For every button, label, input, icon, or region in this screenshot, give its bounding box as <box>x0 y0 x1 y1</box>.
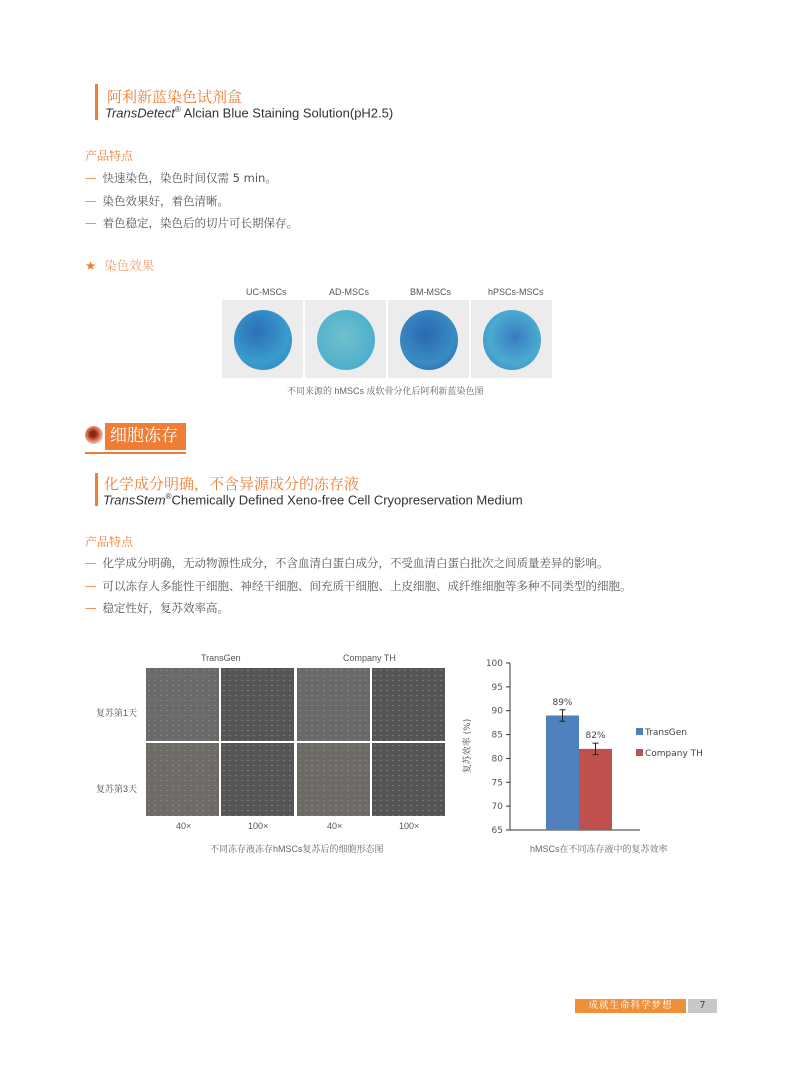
dash-icon: — <box>85 171 97 185</box>
effect-heading <box>85 256 154 274</box>
product-subtitle <box>105 105 393 120</box>
dash-icon: — <box>85 601 97 615</box>
feature-item <box>85 600 229 616</box>
row-label: 复苏第1天 <box>96 708 138 718</box>
feature-text: 快速染色，染色时间仅需 5 min。 <box>102 171 277 185</box>
y-axis-label: 复苏效率 (%) <box>463 718 473 774</box>
title-accent-bar <box>95 84 98 120</box>
y-tick-label: 90 <box>491 706 503 717</box>
group-label: Company TH <box>343 653 396 663</box>
magnification-label: 100× <box>248 821 269 831</box>
dash-icon: — <box>85 194 97 208</box>
feature-text: 染色效果好，着色清晰。 <box>102 194 229 208</box>
row-label: 复苏第3天 <box>96 784 138 794</box>
y-tick-label: 65 <box>491 826 503 836</box>
section-heading: 细胞冻存 <box>105 423 186 450</box>
legend-label: TransGen <box>645 728 687 738</box>
stain-label: hPSCs-MSCs <box>488 287 544 297</box>
data-label: 89% <box>552 697 573 708</box>
micrograph <box>146 743 219 816</box>
micrograph <box>372 668 445 741</box>
feature-text: 可以冻存人多能性干细胞、神经干细胞、间充质干细胞、上皮细胞、成纤维细胞等多种不同类型的细胞。 <box>102 579 632 593</box>
magnification-label: 100× <box>399 821 420 831</box>
feature-item <box>85 215 298 231</box>
effect-heading-text: 染色效果 <box>104 258 155 273</box>
stain-label: BM-MSCs <box>410 287 451 297</box>
micro-caption: 不同冻存液冻存hMSCs复苏后的细胞形态图 <box>210 844 384 854</box>
stain-image-uc <box>222 300 303 378</box>
chart-caption: hMSCs在不同冻存液中的复苏效率 <box>530 844 668 854</box>
stain-image-hpsc <box>471 300 552 378</box>
feature-text: 着色稳定，染色后的切片可长期保存。 <box>102 216 298 230</box>
y-tick-label: 70 <box>491 802 503 813</box>
feature-text: 化学成分明确，无动物源性成分，不含血清白蛋白成分，不受血清白蛋白批次之间质量差异的影响。 <box>102 556 609 570</box>
features-heading: 产品特点 <box>85 535 134 549</box>
y-tick-label: 85 <box>491 730 503 741</box>
recovery-chart <box>440 650 740 860</box>
y-tick-label: 100 <box>485 659 503 669</box>
stain-label: UC-MSCs <box>246 287 287 297</box>
dash-icon: — <box>85 579 97 593</box>
brand-name: TransStem <box>103 492 166 508</box>
stain-label: AD-MSCs <box>329 287 369 297</box>
product-title: 阿利新蓝染色试剂盒 <box>107 88 243 106</box>
feature-text: 稳定性好，复苏效率高。 <box>102 601 229 615</box>
registered-mark: ® <box>174 105 181 114</box>
stain-image-bm <box>388 300 469 378</box>
registered-mark: ® <box>165 492 172 501</box>
subtitle-text: Chemically Defined Xeno-free Cell Cryopreservation Medium <box>171 492 523 508</box>
micrograph <box>146 668 219 741</box>
stain-caption: 不同来源的 hMSCs 成软骨分化后阿利新蓝染色图 <box>287 386 484 396</box>
micrograph <box>297 743 370 816</box>
magnification-label: 40× <box>176 821 192 831</box>
micrograph <box>297 668 370 741</box>
brand-name: TransDetect <box>105 105 175 121</box>
product-title: 化学成分明确，不含异源成分的冻存液 <box>104 475 360 493</box>
features-heading: 产品特点 <box>85 149 134 163</box>
data-label: 82% <box>585 731 606 742</box>
micrograph <box>221 743 294 816</box>
stain-image-ad <box>305 300 386 378</box>
y-tick-label: 80 <box>491 754 503 765</box>
feature-item <box>85 170 277 186</box>
bar-transgen <box>546 715 579 830</box>
footer-slogan: 成就生命科学梦想 <box>575 999 686 1013</box>
micrograph <box>221 668 294 741</box>
title-accent-bar <box>95 473 98 506</box>
y-tick-label: 95 <box>491 682 503 693</box>
legend-swatch <box>636 749 643 756</box>
legend-swatch <box>636 728 643 735</box>
product-subtitle <box>103 492 523 507</box>
group-label: TransGen <box>201 653 241 663</box>
bar-company-th <box>579 749 612 830</box>
subtitle-text: Alcian Blue Staining Solution(pH2.5) <box>180 105 394 121</box>
legend-label: Company TH <box>645 749 703 759</box>
magnification-label: 40× <box>327 821 343 831</box>
dash-icon: — <box>85 216 97 230</box>
y-tick-label: 75 <box>491 778 503 789</box>
cell-icon <box>85 426 103 444</box>
feature-item <box>85 193 229 209</box>
feature-item <box>85 555 609 571</box>
star-icon: ★ <box>85 258 97 273</box>
section-underline <box>85 452 186 454</box>
micrograph <box>372 743 445 816</box>
dash-icon: — <box>85 556 97 570</box>
feature-item <box>85 578 632 594</box>
page-number: 7 <box>688 999 717 1013</box>
